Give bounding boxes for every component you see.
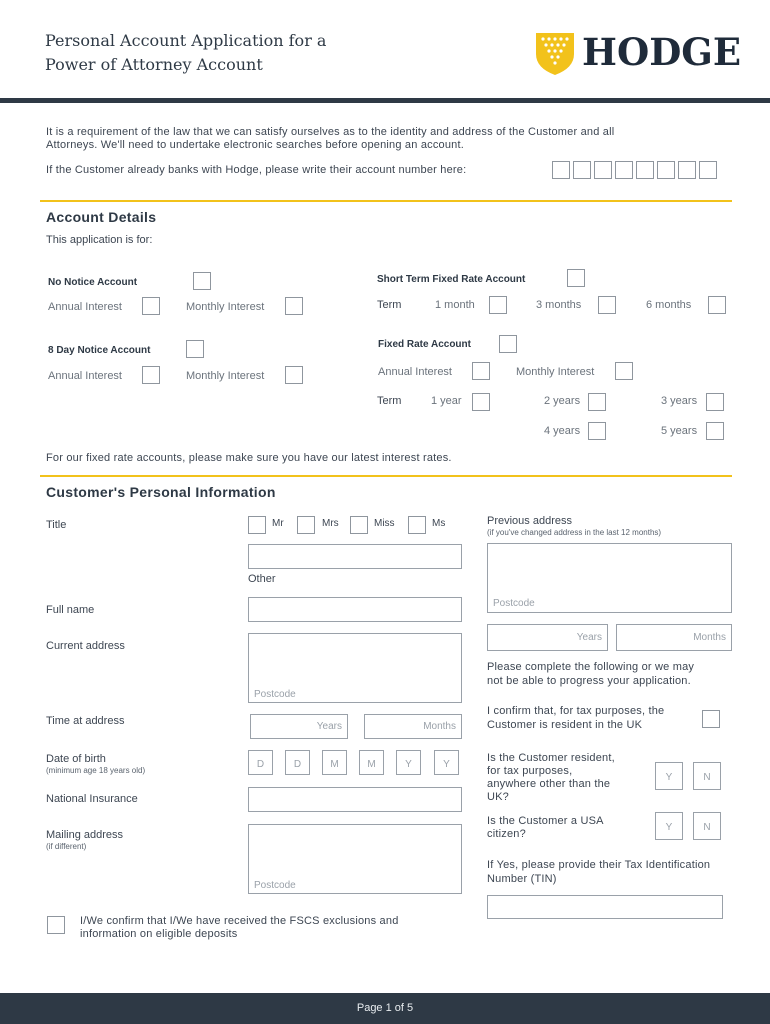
tin-line-2: Number (TIN)	[487, 873, 557, 885]
account-number-boxes	[552, 161, 717, 179]
title-label: Title	[46, 519, 67, 531]
mailing-address-label: Mailing address	[46, 829, 124, 841]
account-details-heading: Account Details	[46, 209, 157, 225]
header-divider	[0, 98, 770, 103]
dob-year-2-input[interactable]	[434, 750, 459, 775]
fixed-rate-3-years-checkbox[interactable]	[706, 393, 724, 411]
dob-label: Date of birth	[46, 753, 106, 765]
short-term-checkbox[interactable]	[567, 269, 585, 287]
account-number-digit[interactable]	[594, 161, 612, 179]
account-number-prompt: If the Customer already banks with Hodge, please write their account number here:	[46, 164, 467, 176]
resident-line-4: UK?	[487, 791, 509, 803]
short-term-1-month-label: 1 month	[435, 299, 475, 311]
section-divider	[40, 200, 732, 202]
short-term-term-label: Term	[377, 299, 402, 311]
fscs-confirm-text	[80, 915, 399, 941]
other-tax-resident-yes-box[interactable]	[655, 762, 683, 790]
fixed-rate-annual-label: Annual Interest	[378, 366, 452, 378]
yes-label: Y	[665, 822, 673, 833]
personal-info-heading: Customer's Personal Information	[46, 484, 276, 500]
tin-prompt	[487, 858, 710, 886]
confirm-line-1: I confirm that, for tax purposes, the	[487, 705, 665, 717]
title-other-label: Other	[248, 573, 276, 585]
intro-text	[46, 126, 614, 152]
account-details-subheading: This application is for:	[46, 234, 153, 246]
short-term-3-months-label: 3 months	[536, 299, 582, 311]
title-mrs-label: Mrs	[322, 518, 339, 529]
time-at-address-label: Time at address	[46, 715, 125, 727]
fixed-rate-4-years-label: 4 years	[544, 425, 581, 437]
uk-resident-confirm-text	[487, 704, 664, 732]
title-mr-label: Mr	[272, 518, 284, 529]
fixed-rate-annual-checkbox[interactable]	[472, 362, 490, 380]
account-number-digit[interactable]	[573, 161, 591, 179]
no-notice-checkbox[interactable]	[193, 272, 211, 290]
short-term-6-months-checkbox[interactable]	[708, 296, 726, 314]
no-notice-annual-label: Annual Interest	[48, 301, 122, 313]
fixed-rate-4-years-checkbox[interactable]	[588, 422, 606, 440]
no-notice-label: No Notice Account	[48, 277, 138, 288]
account-number-digit[interactable]	[657, 161, 675, 179]
yes-label: Y	[665, 772, 673, 783]
eight-day-annual-label: Annual Interest	[48, 370, 122, 382]
eight-day-monthly-label: Monthly Interest	[186, 370, 265, 382]
short-term-3-months-checkbox[interactable]	[598, 296, 616, 314]
account-number-digit[interactable]	[678, 161, 696, 179]
dob-year-1-input[interactable]	[396, 750, 421, 775]
fixed-rate-3-years-label: 3 years	[661, 395, 698, 407]
dob-d-placeholder: D	[293, 759, 302, 770]
previous-address-note: (if you've changed address in the last 12 months)	[487, 528, 662, 537]
eight-day-checkbox[interactable]	[186, 340, 204, 358]
usa-citizen-question	[487, 815, 604, 841]
current-address-label: Current address	[46, 640, 125, 652]
previous-months-input[interactable]	[616, 624, 732, 651]
fixed-rate-term-label: Term	[377, 395, 402, 407]
title-miss-checkbox[interactable]	[350, 516, 368, 534]
fixed-rate-5-years-checkbox[interactable]	[706, 422, 724, 440]
years-placeholder: Years	[316, 721, 342, 732]
no-notice-annual-checkbox[interactable]	[142, 297, 160, 315]
eight-day-annual-checkbox[interactable]	[142, 366, 160, 384]
account-number-digit[interactable]	[636, 161, 654, 179]
section-divider	[40, 475, 732, 477]
previous-address-label: Previous address	[487, 515, 572, 527]
short-term-6-months-label: 6 months	[646, 299, 692, 311]
intro-line-1: It is a requirement of the law that we can satisfy ourselves as to the identity and address of the Customer and all	[46, 126, 615, 138]
dob-d-placeholder: D	[256, 759, 265, 770]
no-notice-monthly-checkbox[interactable]	[285, 297, 303, 315]
complete-line-2: not be able to progress your application.	[487, 675, 691, 687]
dob-day-1-input[interactable]	[248, 750, 273, 775]
title-ms-checkbox[interactable]	[408, 516, 426, 534]
complete-following-text	[487, 660, 694, 688]
confirm-line-2: Customer is resident in the UK	[487, 719, 643, 731]
usa-line-1: Is the Customer a USA	[487, 815, 604, 827]
eight-day-monthly-checkbox[interactable]	[285, 366, 303, 384]
fscs-confirm-checkbox[interactable]	[47, 916, 65, 934]
fscs-line-2: information on eligible deposits	[80, 928, 238, 940]
fixed-rate-note: For our fixed rate accounts, please make sure you have our latest interest rates.	[46, 452, 452, 464]
eight-day-label: 8 Day Notice Account	[48, 345, 151, 356]
fscs-line-1: I/We confirm that I/We have received the FSCS exclusions and	[80, 915, 399, 927]
account-number-digit[interactable]	[552, 161, 570, 179]
mailing-postcode-placeholder: Postcode	[254, 880, 296, 891]
previous-postcode-placeholder: Postcode	[493, 598, 535, 609]
other-tax-resident-no-box[interactable]	[693, 762, 721, 790]
mailing-address-input[interactable]	[248, 824, 462, 894]
no-label: N	[703, 822, 711, 833]
full-name-label: Full name	[46, 604, 95, 616]
short-term-1-month-checkbox[interactable]	[489, 296, 507, 314]
title-line-1: Personal Account Application for a	[45, 31, 327, 50]
other-tax-resident-question	[487, 752, 615, 804]
resident-line-1: Is the Customer resident,	[487, 752, 615, 764]
fixed-rate-1-year-checkbox[interactable]	[472, 393, 490, 411]
title-mrs-checkbox[interactable]	[297, 516, 315, 534]
page-title	[45, 29, 326, 77]
resident-line-2: for tax purposes,	[487, 765, 573, 777]
previous-years-input[interactable]	[487, 624, 608, 651]
brand-logo-text: HODGE	[582, 30, 742, 74]
page-number: Page 1 of 5	[356, 1002, 414, 1014]
dob-note: (minimum age 18 years old)	[46, 766, 146, 775]
full-name-input[interactable]	[248, 597, 462, 622]
fixed-rate-monthly-checkbox[interactable]	[615, 362, 633, 380]
years-placeholder: Years	[576, 632, 602, 643]
title-other-input[interactable]	[248, 544, 462, 569]
dob-month-2-input[interactable]	[359, 750, 384, 775]
title-miss-label: Miss	[374, 518, 395, 529]
usa-citizen-no-box[interactable]	[693, 812, 721, 840]
dob-month-1-input[interactable]	[322, 750, 347, 775]
page-footer	[0, 993, 770, 1024]
no-notice-monthly-label: Monthly Interest	[186, 301, 265, 313]
resident-line-3: anywhere other than the	[487, 778, 611, 790]
hodge-shield-icon	[534, 30, 576, 76]
mailing-address-note: (if different)	[46, 842, 87, 851]
months-placeholder: Months	[423, 721, 456, 732]
fixed-rate-2-years-checkbox[interactable]	[588, 393, 606, 411]
fixed-rate-checkbox[interactable]	[499, 335, 517, 353]
time-at-address-months-input[interactable]	[364, 714, 462, 739]
national-insurance-label: National Insurance	[46, 793, 138, 805]
fixed-rate-2-years-label: 2 years	[544, 395, 581, 407]
dob-m-placeholder: M	[367, 759, 376, 770]
complete-line-1: Please complete the following or we may	[487, 661, 695, 673]
account-number-digit[interactable]	[699, 161, 717, 179]
tin-input[interactable]	[487, 895, 723, 919]
months-placeholder: Months	[693, 632, 726, 643]
usa-citizen-yes-box[interactable]	[655, 812, 683, 840]
no-label: N	[703, 772, 711, 783]
time-at-address-years-input[interactable]	[250, 714, 348, 739]
national-insurance-input[interactable]	[248, 787, 462, 812]
dob-y-placeholder: Y	[443, 759, 450, 770]
dob-day-2-input[interactable]	[285, 750, 310, 775]
fixed-rate-1-year-label: 1 year	[431, 395, 462, 407]
account-number-digit[interactable]	[615, 161, 633, 179]
previous-address-input[interactable]	[487, 543, 732, 613]
intro-line-2: Attorneys. We'll need to undertake electronic searches before opening an account.	[46, 139, 465, 151]
fixed-rate-5-years-label: 5 years	[661, 425, 698, 437]
title-line-2: Power of Attorney Account	[45, 55, 263, 74]
title-mr-checkbox[interactable]	[248, 516, 266, 534]
title-ms-label: Ms	[432, 518, 446, 529]
short-term-label: Short Term Fixed Rate Account	[377, 274, 526, 285]
dob-y-placeholder: Y	[405, 759, 412, 770]
current-address-postcode-placeholder: Postcode	[254, 689, 296, 700]
tin-line-1: If Yes, please provide their Tax Identification	[487, 859, 711, 871]
dob-m-placeholder: M	[330, 759, 339, 770]
fixed-rate-label: Fixed Rate Account	[378, 339, 471, 350]
fixed-rate-monthly-label: Monthly Interest	[516, 366, 595, 378]
usa-line-2: citizen?	[487, 828, 526, 840]
current-address-input[interactable]	[248, 633, 462, 703]
uk-resident-checkbox[interactable]	[702, 710, 720, 728]
